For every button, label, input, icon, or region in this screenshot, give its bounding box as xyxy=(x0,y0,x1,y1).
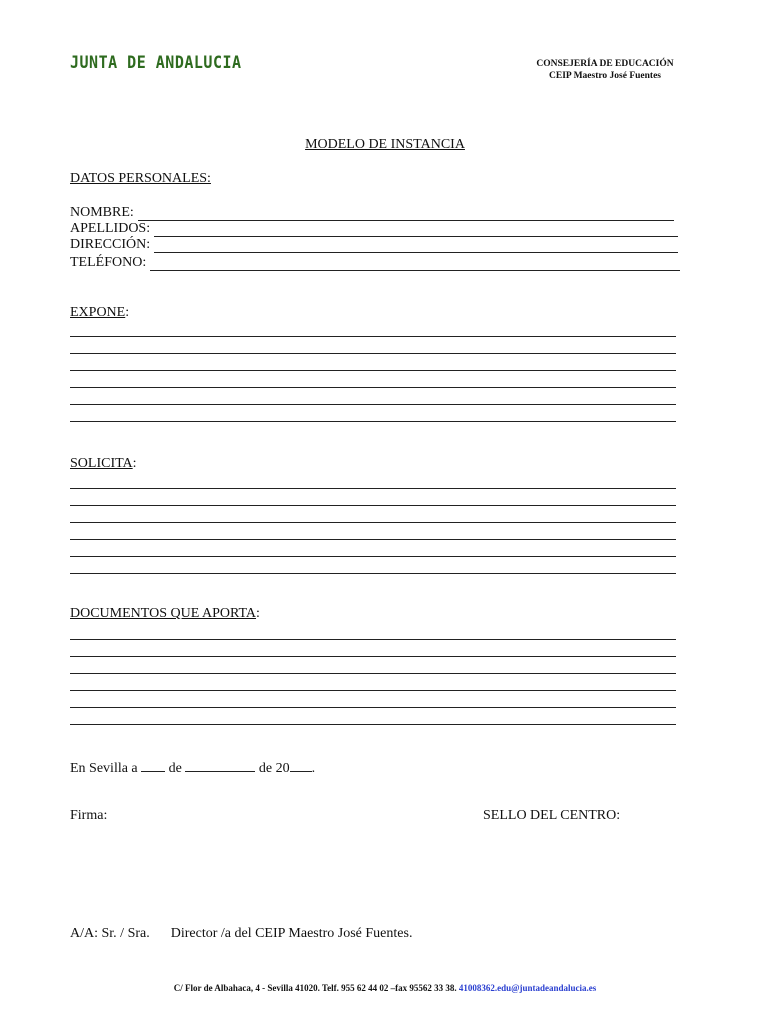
apellidos-label: APELLIDOS: xyxy=(70,221,151,236)
personal-data-heading-text: DATOS PERSONALES: xyxy=(70,171,211,186)
documentos-line[interactable] xyxy=(70,724,676,725)
documentos-line[interactable] xyxy=(70,690,676,691)
solicita-heading-text: SOLICITA xyxy=(70,456,133,471)
solicita-line[interactable] xyxy=(70,539,676,540)
date-year-prefix: de 20 xyxy=(258,761,290,776)
solicita-line[interactable] xyxy=(70,505,676,506)
documentos-heading-text: DOCUMENTOS QUE APORTA xyxy=(70,606,257,621)
solicita-colon: : xyxy=(132,456,137,471)
document-title: MODELO DE INSTANCIA xyxy=(305,137,465,152)
date-de-label: de xyxy=(168,761,182,776)
telefono-label: TELÉFONO: xyxy=(70,255,147,270)
year-blank[interactable] xyxy=(290,759,312,772)
header-organization xyxy=(510,58,700,82)
footer-email-link[interactable]: 41008362.edu@juntadeandalucia.es xyxy=(458,983,597,993)
personal-data-heading xyxy=(70,171,211,187)
documentos-line[interactable] xyxy=(70,673,676,674)
expone-heading-text: EXPONE xyxy=(70,305,126,320)
documentos-line[interactable] xyxy=(70,656,676,657)
date-line xyxy=(70,759,315,777)
addressee-line xyxy=(70,926,412,942)
footer-address: C/ Flor de Albahaca, 4 - Sevilla 41020. Telf. 955 62 44 02 –fax 95562 33 38. xyxy=(173,983,457,993)
telefono-field[interactable] xyxy=(70,254,680,271)
date-prefix: En Sevilla a xyxy=(70,761,138,776)
telefono-line[interactable] xyxy=(150,258,680,271)
solicita-line[interactable] xyxy=(70,488,676,489)
documentos-line[interactable] xyxy=(70,707,676,708)
direccion-label: DIRECCIÓN: xyxy=(70,237,151,252)
firma-label: Firma: xyxy=(70,808,108,823)
expone-heading xyxy=(70,305,129,321)
solicita-line[interactable] xyxy=(70,573,676,574)
junta-andalucia-logo: JUNTA DE ANDALUCIA xyxy=(70,52,242,73)
solicita-line[interactable] xyxy=(70,522,676,523)
documentos-line[interactable] xyxy=(70,639,676,640)
expone-line[interactable] xyxy=(70,387,676,388)
sello-label: SELLO DEL CENTRO: xyxy=(483,808,621,823)
addressee-prefix: A/A: Sr. / Sra. xyxy=(70,926,150,941)
documentos-heading xyxy=(70,606,260,622)
solicita-heading xyxy=(70,456,137,472)
footer xyxy=(0,983,770,993)
org-line-school: CEIP Maestro José Fuentes xyxy=(549,71,661,81)
nombre-field[interactable] xyxy=(70,204,674,221)
date-period: . xyxy=(311,761,316,776)
month-blank[interactable] xyxy=(185,759,255,772)
expone-line[interactable] xyxy=(70,370,676,371)
day-blank[interactable] xyxy=(141,759,165,772)
documentos-colon: : xyxy=(256,606,260,621)
direccion-line[interactable] xyxy=(154,240,678,253)
expone-line[interactable] xyxy=(70,404,676,405)
solicita-line[interactable] xyxy=(70,556,676,557)
direccion-field[interactable] xyxy=(70,236,678,253)
org-line-consejeria: CONSEJERÍA DE EDUCACIÓN xyxy=(536,59,674,69)
expone-line[interactable] xyxy=(70,336,676,337)
apellidos-field[interactable] xyxy=(70,220,678,237)
expone-line[interactable] xyxy=(70,421,676,422)
expone-colon: : xyxy=(125,305,130,320)
nombre-label: NOMBRE: xyxy=(70,205,134,220)
expone-line[interactable] xyxy=(70,353,676,354)
addressee-text: Director /a del CEIP Maestro José Fuentes. xyxy=(170,926,413,941)
